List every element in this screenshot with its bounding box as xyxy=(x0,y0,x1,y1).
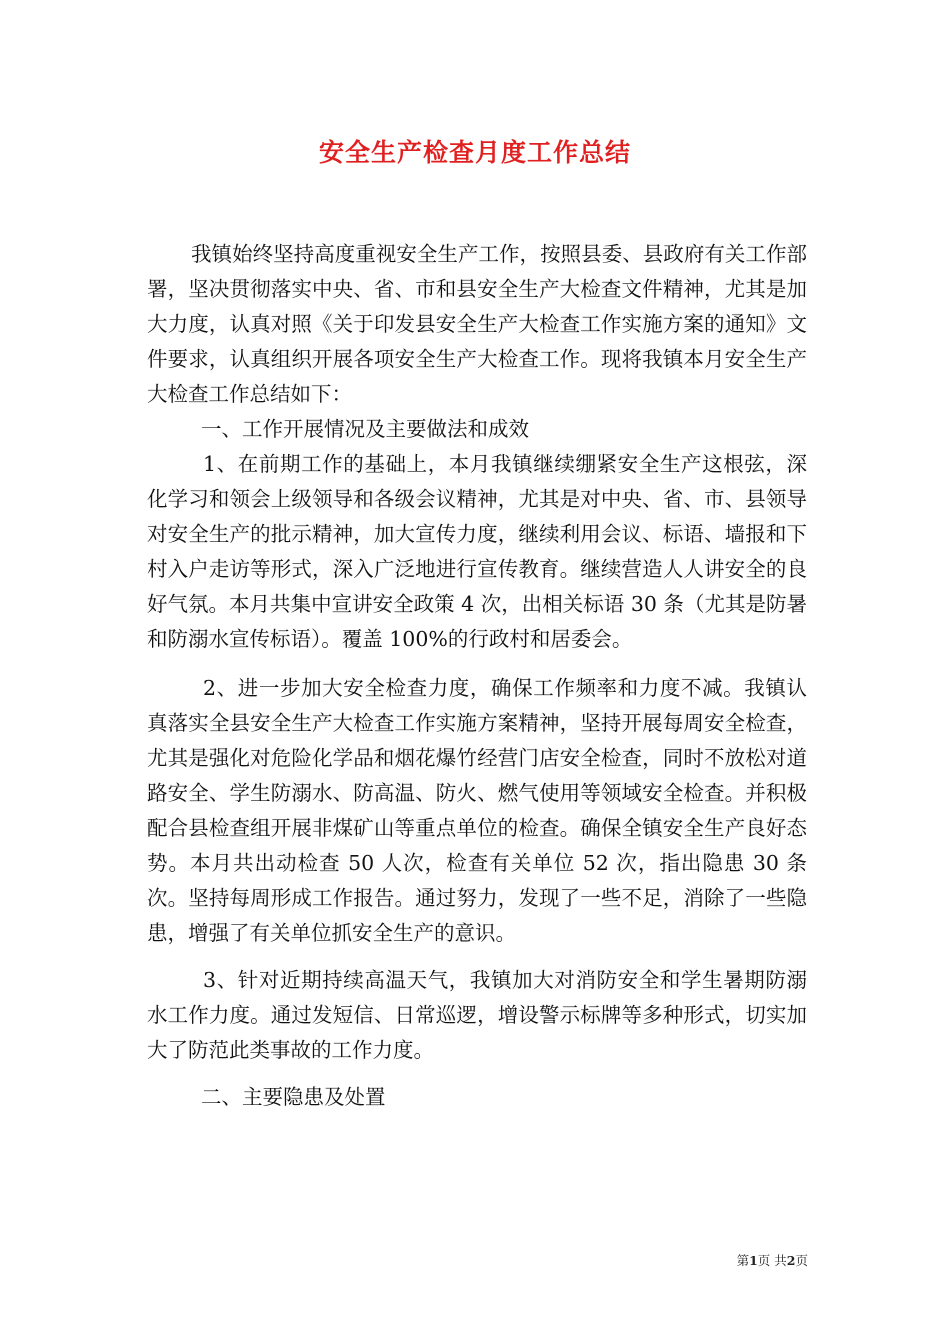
footer-suffix: 页 xyxy=(795,1253,808,1268)
section-heading-1: 一、工作开展情况及主要做法和成效 xyxy=(201,417,529,441)
page-number-footer xyxy=(700,1251,808,1269)
document-title: 安全生产检查月度工作总结 xyxy=(318,138,631,167)
document-body xyxy=(147,237,807,1115)
item-paragraph-3: 3、针对近期持续高温天气，我镇加大对消防安全和学生暑期防溺水工作力度。通过发短信、日常巡逻，增设警示标牌等多种形式，切实加大了防范此类事故的工作力度。 xyxy=(147,968,807,1062)
footer-prefix: 第 xyxy=(736,1253,750,1268)
intro-paragraph: 我镇始终坚持高度重视安全生产工作，按照县委、县政府有关工作部署，坚决贯彻落实中央、省、市和县安全生产大检查文件精神，尤其是加大力度，认真对照《关于印发县安全生产大检查工作实施方案的通知》文件要求，认真组织开展各项安全生产大检查工作。现将我镇本月安全生产大检查工作总结如下： xyxy=(147,242,807,406)
footer-current-page: 1 xyxy=(749,1253,758,1268)
item-paragraph-1: 1、在前期工作的基础上，本月我镇继续绷紧安全生产这根弦，深化学习和领会上级领导和各级会议精神，尤其是对中央、省、市、县领导对安全生产的批示精神，加大宣传力度，继续利用会议、标语、墙报和下村入户走访等形式，深入广泛地进行宣传教育。继续营造人人讲安全的良好气氛。本月共集中宣讲安全政策 4 次，出相关标语 30 条（尤其是防暑和防溺水宣传标语）。覆盖 100%的行政村和居委会。 xyxy=(147,452,807,651)
footer-middle: 页 共 xyxy=(757,1253,787,1268)
footer-total-pages: 2 xyxy=(786,1253,796,1268)
section-heading-2: 二、主要隐患及处置 xyxy=(201,1085,386,1109)
item-paragraph-2: 2、进一步加大安全检查力度，确保工作频率和力度不减。我镇认真落实全县安全生产大检查工作实施方案精神，坚持开展每周安全检查，尤其是强化对危险化学品和烟花爆竹经营门店安全检查，同时不放松对道路安全、学生防溺水、防高温、防火、燃气使用等领域安全检查。并积极配合县检查组开展非煤矿山等重点单位的检查。确保全镇安全生产良好态势。本月共出动检查 50 人次，检查有关单位 52 次，指出隐患 30 条次。坚持每周形成工作报告。通过努力，发现了一些不足，消除了一些隐患，增强了有关单位抓安全生产的意识。 xyxy=(147,676,807,945)
